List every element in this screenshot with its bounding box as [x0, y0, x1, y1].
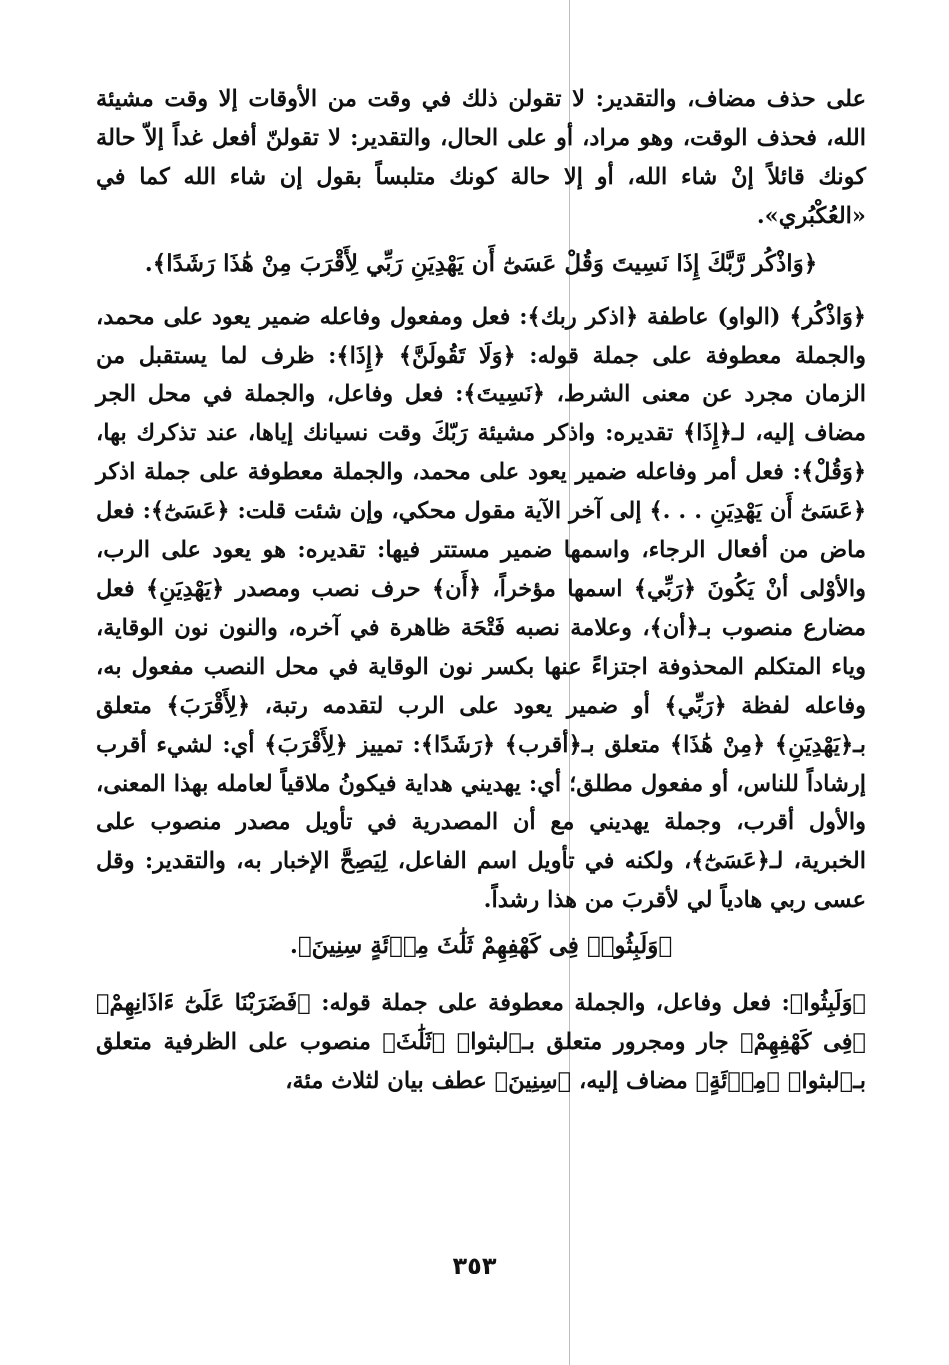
quran-verse-1: ﴿وَاذْكُر رَّبَّكَ إِذَا نَسِيتَ وَقُلْ عَسَىٰٓ أَن يَهْدِيَنِ رَبِّي لِأَقْرَبَ مِنْ هَٰذَا رَشَدًا﴾.	[144, 249, 818, 277]
quran-verse-2: ﴿وَلَبِثُوا۟ فِى كَهْفِهِمْ ثَلَٰثَ مِا۟ئَةٍ سِنِينَ﴾.	[289, 932, 673, 960]
commentary-paragraph-2: ﴿وَاذْكُر﴾ (الواو) عاطفة ﴿اذكر ربك﴾: فعل ومفعول وفاعله ضمير يعود على محمد، والجملة معطوفة على جملة قوله: ﴿وَلَا تَقُولَنَّ﴾ ﴿إِذَا﴾: ظرف لما يستقبل من الزمان مجرد عن معنى الشرط، ﴿نَسِيتَ﴾: فعل وفاعل، والجملة في محل الجر مضاف إليه، لـ﴿إِذَا﴾ تقديره: واذكر مشيئة رَبّكَ وقت نسيانك إياها، عند تذكرك بها، ﴿وَقُلْ﴾: فعل أمر وفاعله ضمير يعود على محمد، والجملة معطوفة على جملة اذكر ﴿عَسَىٰٓ أَن يَهْدِيَنِ . . .﴾ إلى آخر الآية مقول محكي، وإن شئت قلت: ﴿عَسَىٰٓ﴾: فعل ماض من أفعال الرجاء، واسمها ضمير مستتر فيها: تقديره: هو يعود على الرب، والأوْلى أنْ يَكُونَ ﴿رَبِّي﴾ اسمها مؤخراً، ﴿أَن﴾ حرف نصب ومصدر ﴿يَهْدِيَنِ﴾ فعل مضارع منصوب بـ﴿أن﴾، وعلامة نصبه فَتْحَة ظاهرة في آخره، والنون نون الوقاية، وياء المتكلم المحذوفة اجتزاءً عنها بكسر نون الوقاية في محل النصب مفعول به، وفاعله لفظة ﴿رَبِّي﴾ أو ضمير يعود على الرب لتقدمه رتبة، ﴿لِأَقْرَبَ﴾ متعلق بـ﴿يَهْدِيَنِ﴾ ﴿مِنْ هَٰذَا﴾ متعلق بـ﴿أقرب﴾ ﴿رَشَدًا﴾: تمييز ﴿لِأَقْرَبَ﴾ أي: لشيء أقرب إرشاداً للناس، أو مفعول مطلق؛ أي: يهديني هداية فيكونُ ملاقياً لعامله بهذا المعنى، والأول أقرب، وجملة يهديني مع أن المصدرية في تأويل مصدر منصوب على الخبرية، لـ﴿عَسَىٰٓ﴾، ولكنه في تأويل اسم الفاعل، لِيَصِحَّ الإخبار به، والتقدير: وقل عسى ربي هادياً لي لأقربَ من هذا رشداً.	[96, 303, 867, 914]
page-body	[96, 80, 866, 1101]
page-number: ٣٥٣	[452, 1252, 497, 1280]
commentary-paragraph-1: على حذف مضاف، والتقدير: لا تقولن ذلك في وقت من الأوقات إلا وقت مشيئة الله، فحذف الوقت، وهو مراد، أو على الحال، والتقدير: لا تقولنّ أفعل غداً إلاّ حالة كونك قائلاً إنْ شاء الله، أو إلا حالة كونك متلبساً بقول إن شاء الله كما في «العُكْبُري».	[96, 86, 866, 229]
commentary-paragraph-3: ﴿وَلَبِثُوا﴾: فعل وفاعل، والجملة معطوفة على جملة قوله: ﴿فَضَرَبْنَا عَلَىٰٓ ءَاذَانِهِمْ﴾ ﴿فِى كَهْفِهِمْ﴾ جار ومجرور متعلق بـ﴿لبثوا﴾ ﴿ثَلَٰثَ﴾ منصوب على الظرفية متعلق بـ﴿لبثوا﴾ ﴿مِا۟ئَةٍ﴾ مضاف إليه، ﴿سِنِينَ﴾ عطف بيان لثلاث مئة،	[96, 990, 866, 1094]
